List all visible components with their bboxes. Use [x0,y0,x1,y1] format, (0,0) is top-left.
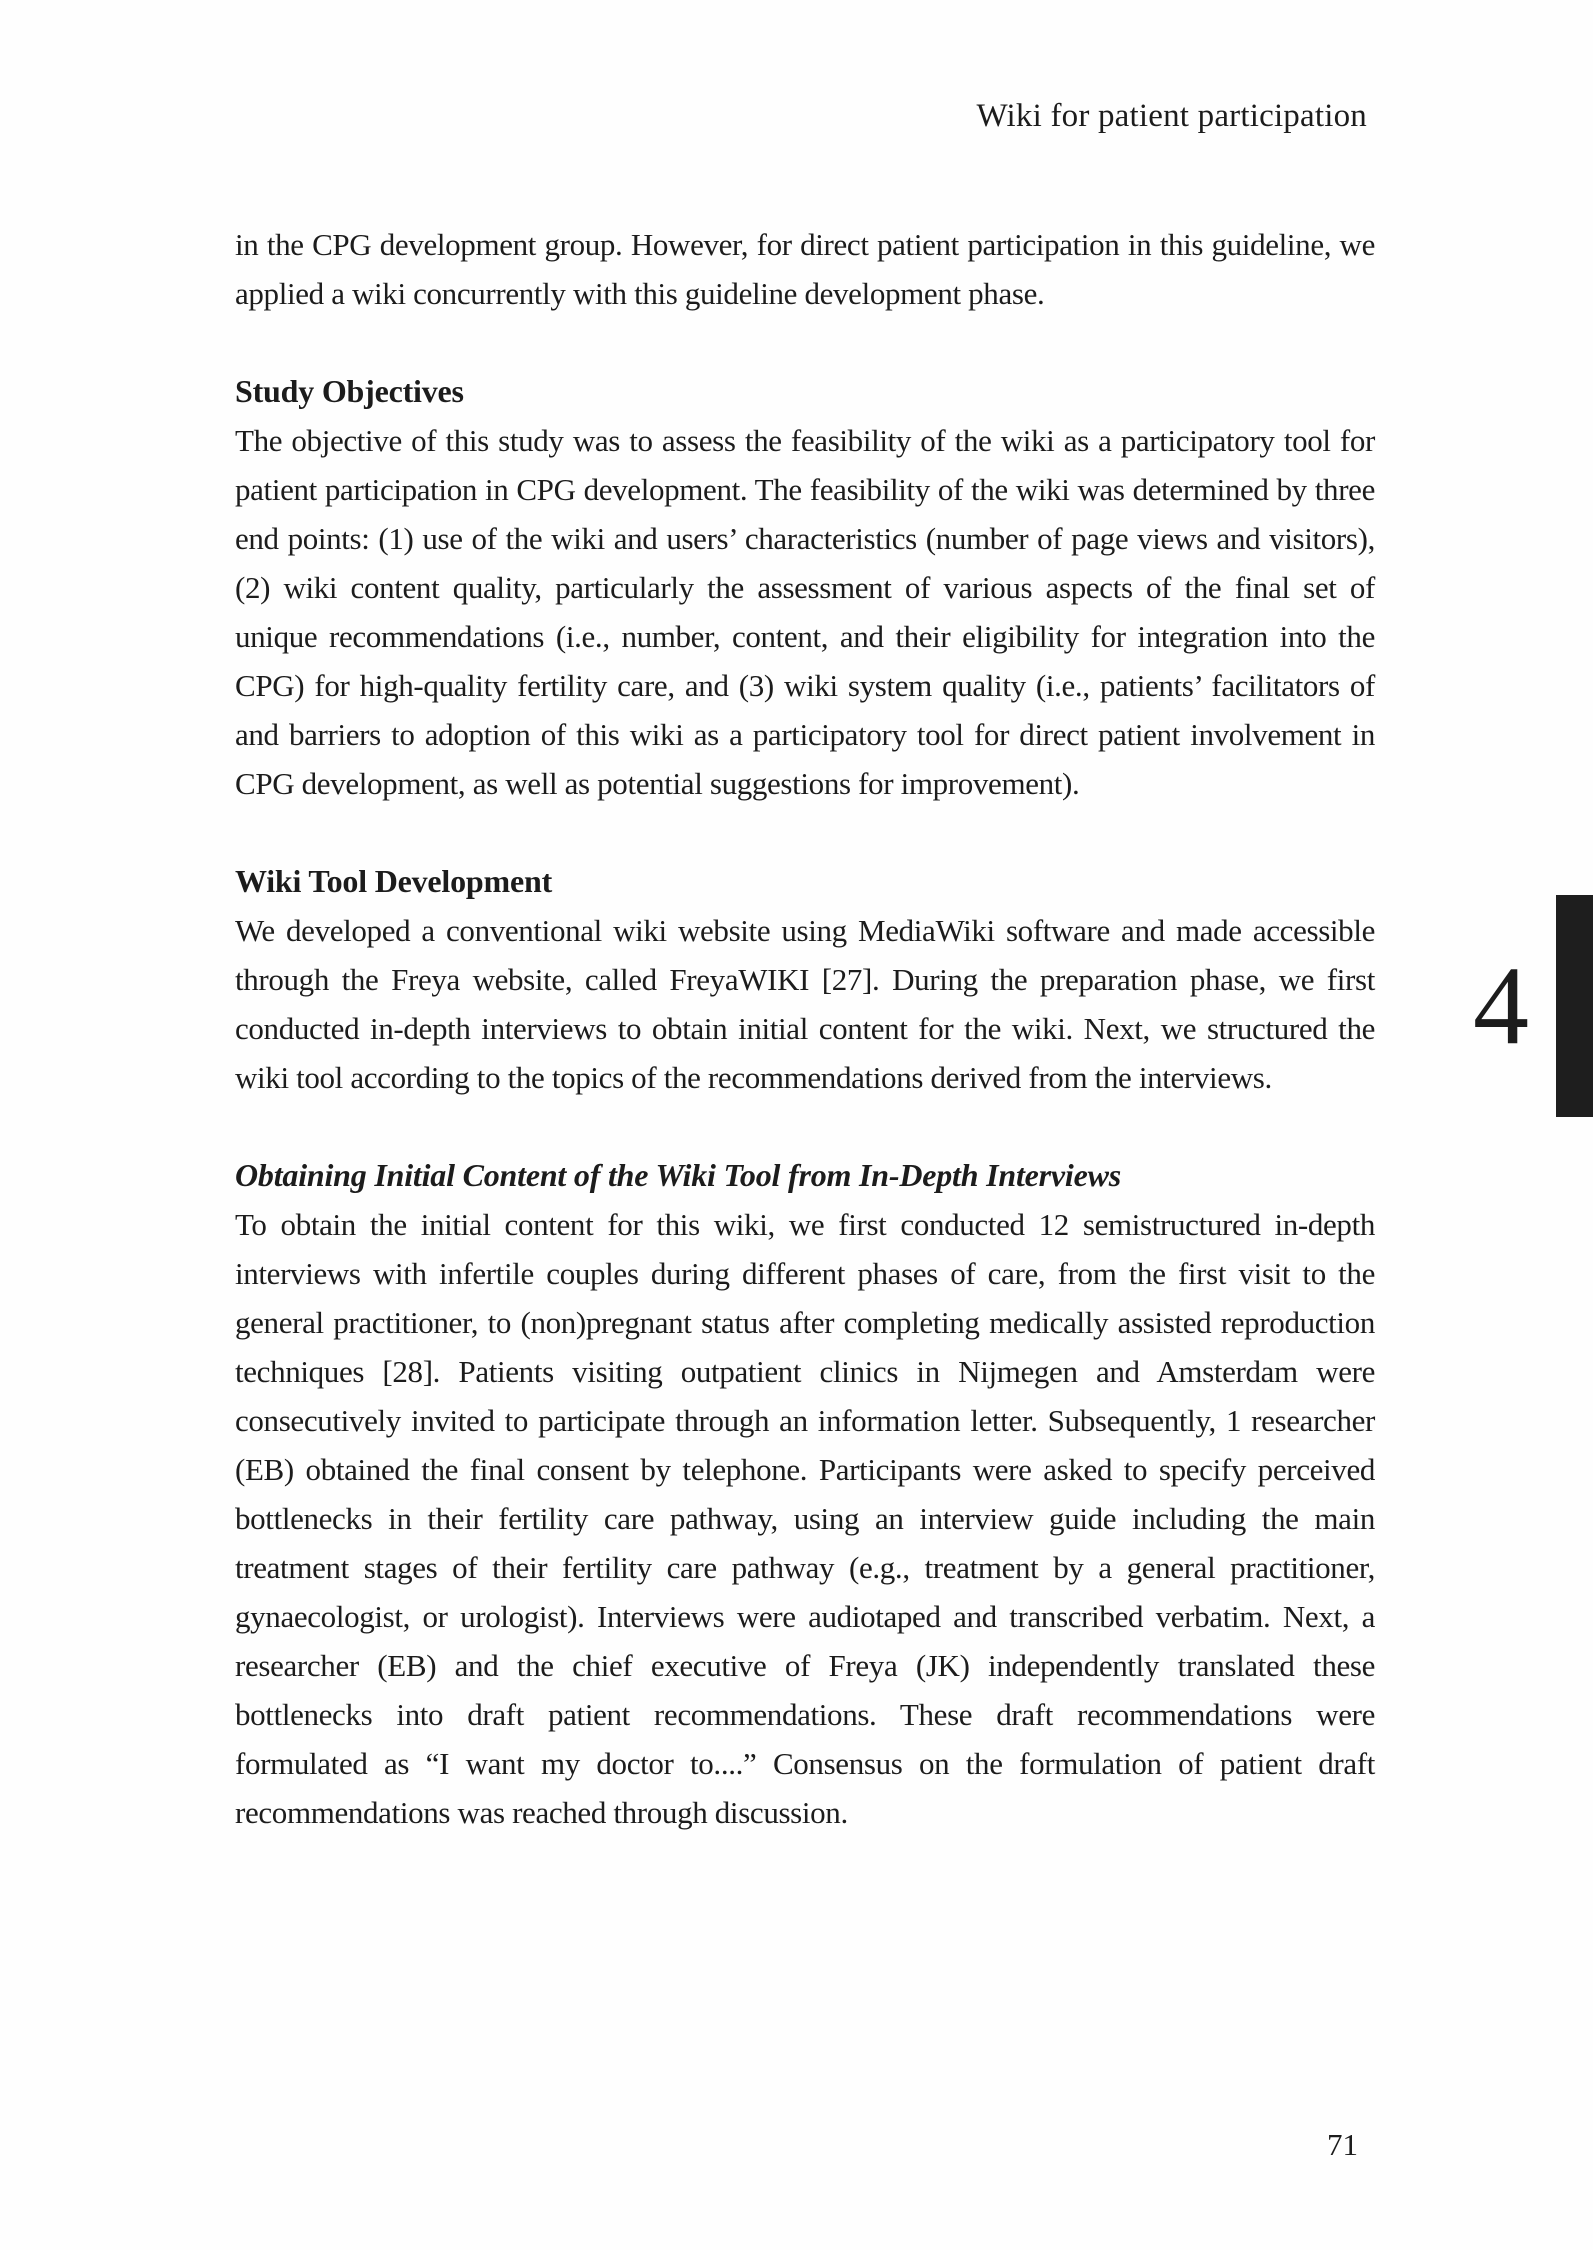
section-heading-study-objectives: Study Objectives [235,373,464,409]
subsection-heading-obtaining-initial-content: Obtaining Initial Content of the Wiki Tool from In-Depth Interviews [235,1157,1122,1193]
section-paragraph-wiki-tool-development: We developed a conventional wiki website using MediaWiki software and made accessible through the Freya website, called FreyaWIKI [27]. During the preparation phase, we first conducted in-depth interviews to obtain initial content for the wiki. Next, we structured the wiki tool according to the topics of the recommendations derived from the interviews. [235,913,1375,1095]
intro-paragraph: in the CPG development group. However, for direct patient participation in this guideline, we applied a wiki concurrently with this guideline development phase. [235,227,1375,311]
text-column [235,220,1375,1837]
chapter-number: 4 [1473,944,1529,1068]
section-heading-wiki-tool-development: Wiki Tool Development [235,863,553,899]
page-number: 71 [1327,2127,1358,2162]
section-paragraph-study-objectives: The objective of this study was to assess the feasibility of the wiki as a participatory tool for patient participation in CPG development. The feasibility of the wiki was determined by three end points: (1) use of the wiki and users’ characteristics (number of page views and visitors), (2) wiki content quality, particularly the assessment of various aspects of the final set of unique recommendations (i.e., number, content, and their eligibility for integration into the CPG) for high-quality fertility care, and (3) wiki system quality (i.e., patients’ facilitators of and barriers to adoption of this wiki as a participatory tool for direct patient involvement in CPG development, as well as potential suggestions for improvement). [235,423,1375,801]
chapter-tab-bar [1556,895,1593,1117]
running-header: Wiki for patient participation [976,98,1367,134]
section-paragraph-obtaining-initial-content: To obtain the initial content for this wiki, we first conducted 12 semistructured in-depth interviews with infertile couples during different phases of care, from the first visit to the general practitioner, to (non)pregnant status after completing medically assisted reproduction techniques [28]. Patients visiting outpatient clinics in Nijmegen and Amsterdam were consecutively invited to participate through an information letter. Subsequently, 1 researcher (EB) obtained the final consent by telephone. Participants were asked to specify perceived bottlenecks in their fertility care pathway, using an interview guide including the main treatment stages of their fertility care pathway (e.g., treatment by a general practitioner, gynaecologist, or urologist). Interviews were audiotaped and transcribed verbatim. Next, a researcher (EB) and the chief executive of Freya (JK) independently translated these bottlenecks into draft patient recommendations. These draft recommendations were formulated as “I want my doctor to....” Consensus on the formulation of patient draft recommendations was reached through discussion. [235,1207,1375,1830]
